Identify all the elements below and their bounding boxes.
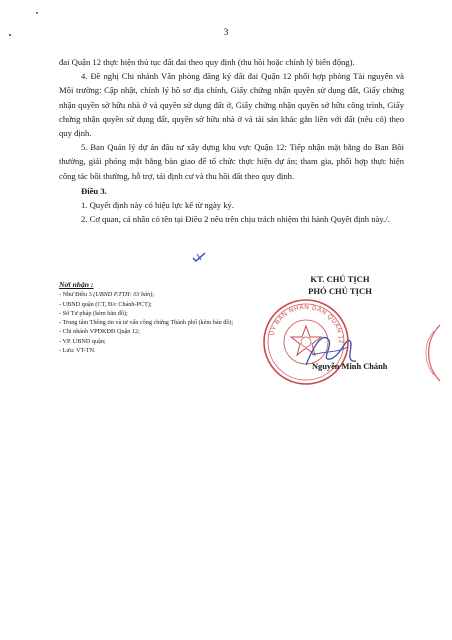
seal-text: ỦY BAN NHÂN DÂN QUẬN 12 — [268, 303, 345, 344]
paragraph-item-4: 4. Đề nghị Chi nhánh Văn phòng đăng ký đất đai Quận 12 phối hợp phòng Tài nguyên và Môi trường: Cập nhật, chỉnh lý hồ sơ địa chính, Giấy chứng nhận quyền sử dụng đất, Giấy chứng nhận quyền sở hữu nhà ở và quyền sử dụng đất ở, Giấy chứng nhận quyền sở hữu công trình, Giấy chứng nhận quyền sử dụng đất, quyền sở hữu nhà ở và tài sản khác gắn liền với đất (nếu có) theo quy định. — [59, 71, 404, 139]
recipient-item — [59, 346, 239, 355]
document-body — [59, 55, 404, 226]
recipient-text: - VP. UBND quận; — [59, 337, 106, 345]
recipients-items — [59, 290, 239, 355]
signature-title-2: PHÓ CHỦ TỊCH — [308, 286, 372, 296]
article-item-2: 2. Cơ quan, cá nhân có tên tại Điều 2 nêu trên chịu trách nhiệm thi hành Quyết định này./. — [81, 214, 390, 225]
handwritten-check-mark — [192, 252, 206, 262]
recipient-text: - Sở Tư pháp (kèm bản đồ); — [59, 309, 128, 317]
signer-name: Nguyễn Minh Chánh — [312, 362, 388, 371]
recipient-text: - Như Điều 3 — [59, 291, 94, 299]
article-item-1: 1. Quyết định này có hiệu lực kể từ ngày ký. — [81, 200, 234, 211]
recipient-text: - Chi nhánh VPĐKĐĐ Quận 12; — [59, 328, 140, 336]
paragraph-item-5: 5. Ban Quản lý dự án đầu tư xây dựng khu vực Quận 12: Tiếp nhận mặt bằng do Ban Bồi thường, giải phóng mặt bằng bàn giao để tổ chức thực hiện dự án; tham gia, phối hợp thực hiện công tác bồi thường, hỗ trợ, tái định cư và thu hồi đất theo quy định. — [59, 142, 404, 181]
recipient-text: - Lưu: VT-TN. — [59, 347, 96, 355]
paragraph-continuation: đai Quận 12 thực hiện thủ tục đất đai theo quy định (thu hồi hoặc chỉnh lý biến động). — [59, 57, 355, 67]
recipient-item — [59, 318, 239, 327]
recipients-list — [59, 280, 239, 355]
page-number: 3 — [223, 28, 229, 38]
recipient-item — [59, 337, 239, 346]
recipient-item — [59, 300, 239, 309]
recipient-item — [59, 309, 239, 318]
recipients-title: Nơi nhận : — [59, 280, 94, 289]
recipient-text: - Trung tâm Thông tin và tư vấn công chứng Thành phố (kèm bản đồ); — [59, 319, 234, 327]
signature-title-1: KT. CHỦ TỊCH — [310, 274, 370, 284]
recipient-item — [59, 327, 239, 336]
article-heading: Điều 3. — [81, 185, 107, 196]
recipient-item — [59, 290, 239, 299]
scan-speck — [36, 12, 38, 14]
side-stamp-icon — [392, 323, 442, 383]
recipient-note: (UBND P.TTH: 03 bản); — [93, 291, 155, 299]
recipient-text: - UBND quận (CT, Đ/c Chánh-PCT); — [59, 300, 152, 308]
